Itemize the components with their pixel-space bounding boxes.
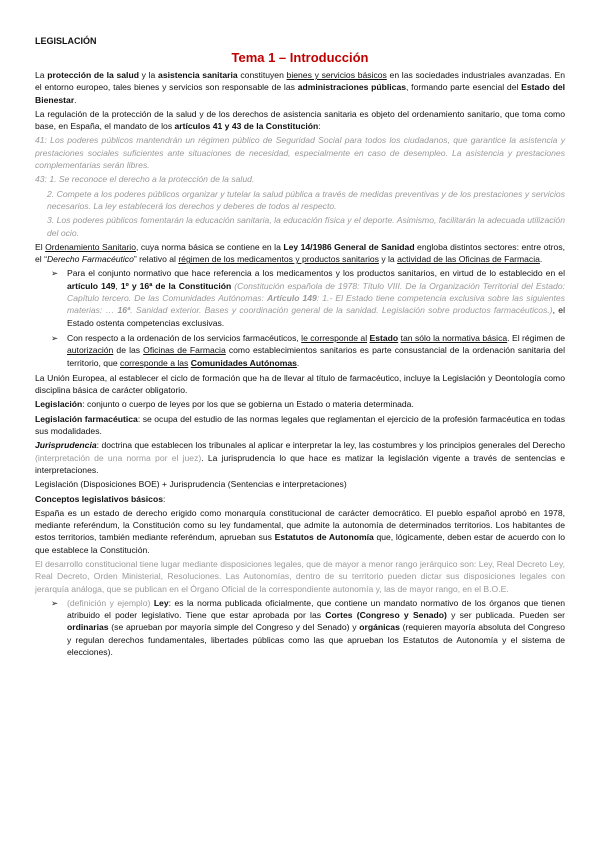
bullet-servicios-farmaceuticos: ➢ Con respecto a la ordenación de los servicios farmacéuticos, le corresponde al Estado tan sólo la normativa básica. El régimen de autorización de las Oficinas de Farmacia como establecimientos sanitarios es parte consustancial de la ordenación sanitaria del territorio, que corresponde a las Comunidades Autónomas.	[51, 332, 566, 368]
paragraph-espana: España es un estado de derecho erigido como monarquía constitucional de carácter democrático. El pueblo español aprobó en 1978, mediante referéndum, la Constitución como su ley fundamental, que admite la autonomía de determinados territorios. Los habitantes de estos territorios, también mediante referéndum, aprueban sus Estatutos de Autonomía que, lógicamente, deben estar de acuerdo con lo que establece la Constitución.	[35, 507, 565, 555]
document-page	[35, 36, 565, 661]
paragraph-formula: Legislación (Disposiciones BOE) + Jurisprudencia (Sentencias e interpretaciones)	[35, 479, 347, 490]
quote-article-43-3: 3. Los poderes públicos fomentarán la educación sanitaria, la educación física y el deporte. Asimismo, facilitarán la adecuada utilización del ocio.	[47, 215, 565, 238]
arrow-bullet-icon: ➢	[51, 597, 59, 608]
quote-article-41: 41: Los poderes públicos mantendrán un régimen público de Seguridad Social para todos los ciudadanos, que garantice la asistencia y prestaciones sociales suficientes ante situaciones de necesidad, especialmente en caso de desempleo. La asistencia y prestaciones complementarias serán libres.	[35, 135, 565, 171]
section-header: LEGISLACIÓN	[35, 36, 97, 46]
subheading-conceptos: Conceptos legislativos básicos:	[35, 493, 166, 504]
definition-legislacion: Legislación: conjunto o cuerpo de leyes por los que se gobierna un Estado o materia determinada.	[35, 399, 414, 410]
bullet-ley: ➢ (definición y ejemplo) Ley: es la norma publicada oficialmente, que contiene un mandato normativo de los órganos que tienen atribuido el poder legislativo. Tiene que estar aprobada por las Cortes (Congreso y Senado) y ser publicada. Pueden ser ordinarias (se aprueban por mayoría simple del Congreso y del Senado) y orgánicas (requieren mayoría absoluta del Congreso y regulan derechos fundamentales, libertades públicas como las que aprueban los Estatutos de Autonomía y el sistema de elecciones).	[51, 597, 566, 658]
paragraph-ordenamiento: El Ordenamiento Sanitario, cuya norma básica se contiene en la Ley 14/1986 General de Sanidad engloba distintos sectores: entre otros, el “Derecho Farmacéutico” relativo al régimen de los medicamentos y productos sanitarios y la actividad de las Oficinas de Farmacia.	[35, 241, 566, 265]
arrow-bullet-icon: ➢	[51, 268, 59, 279]
quote-article-43-2: 2. Compete a los poderes públicos organizar y tutelar la salud pública a través de medidas preventivas y de los prestaciones y servicios necesarios. La ley establecerá los derechos y deberes de todos al respecto.	[47, 188, 565, 211]
paragraph-intro: La protección de la salud y la asistencia sanitaria constituyen bienes y servicios básicos en las sociedades industriales avanzadas. En el entorno europeo, tales bienes y servicios son responsable de las administraciones públicas, formando parte esencial del Estado del Bienestar.	[35, 70, 566, 105]
definition-legislacion-farmaceutica: Legislación farmacéutica: se ocupa del estudio de las normas legales que reglamentan el ejercicio de la profesión farmacéutica en todas sus modalidades.	[35, 413, 565, 437]
page-title: Tema 1 – Introducción	[231, 50, 369, 65]
paragraph-desarrollo-constitucional: El desarrollo constitucional tiene lugar mediante disposiciones legales, que de mayor a menor rango jerárquico son: Ley, Real Decreto Ley, Real Decreto, Orden Ministerial, Resoluciones. Las Autonomías, dentro de su territorio pueden dictar sus disposiciones legales con jerarquía análoga, que se publican en el Órgano Oficial de la correspondiente autonomía y, las de mayor rango, en el B.O.E.	[35, 558, 565, 594]
paragraph-union-europea: La Unión Europea, al establecer el ciclo de formación que ha de llevar al título de farmacéutico, incluye la Legislación y Deontología como disciplina básica de carácter obligatorio.	[35, 372, 565, 396]
bullet-medicamentos: ➢ Para el conjunto normativo que hace referencia a los medicamentos y los productos sanitarios, en virtud de lo establecido en el artículo 149, 1º y 16ª de la Constitución (Constitución española de 1978: Título VIII. De la Organización Territorial del Estado: Capítulo tercero. De las Comunidades Autónomas: Artículo 149: 1.- El Estado tiene competencia exclusiva sobre las siguientes materias: … 16ª. Sanidad exterior. Bases y coordinación general de la sanidad. Legislación sobre productos farmacéuticos.), el Estado ostenta competencias exclusivas.	[51, 268, 565, 328]
definition-jurisprudencia: Jurisprudencia: doctrina que establecen los tribunales al aplicar e interpretar la ley, las costumbres y los principios generales del Derecho (interpretación de una norma por el juez). La jurisprudencia lo que hace es matizar la legislación vigente a través de sentencias e interpretaciones.	[35, 440, 565, 475]
paragraph-regulation: La regulación de la protección de la salud y de los derechos de asistencia sanitaria es objeto del ordenamiento sanitario, que toma como base, en España, el mandato de los artículos 41 y 43 de la Constitución:	[35, 108, 565, 132]
quote-article-43-1: 43: 1. Se reconoce el derecho a la protección de la salud.	[35, 174, 255, 185]
arrow-bullet-icon: ➢	[51, 332, 59, 343]
